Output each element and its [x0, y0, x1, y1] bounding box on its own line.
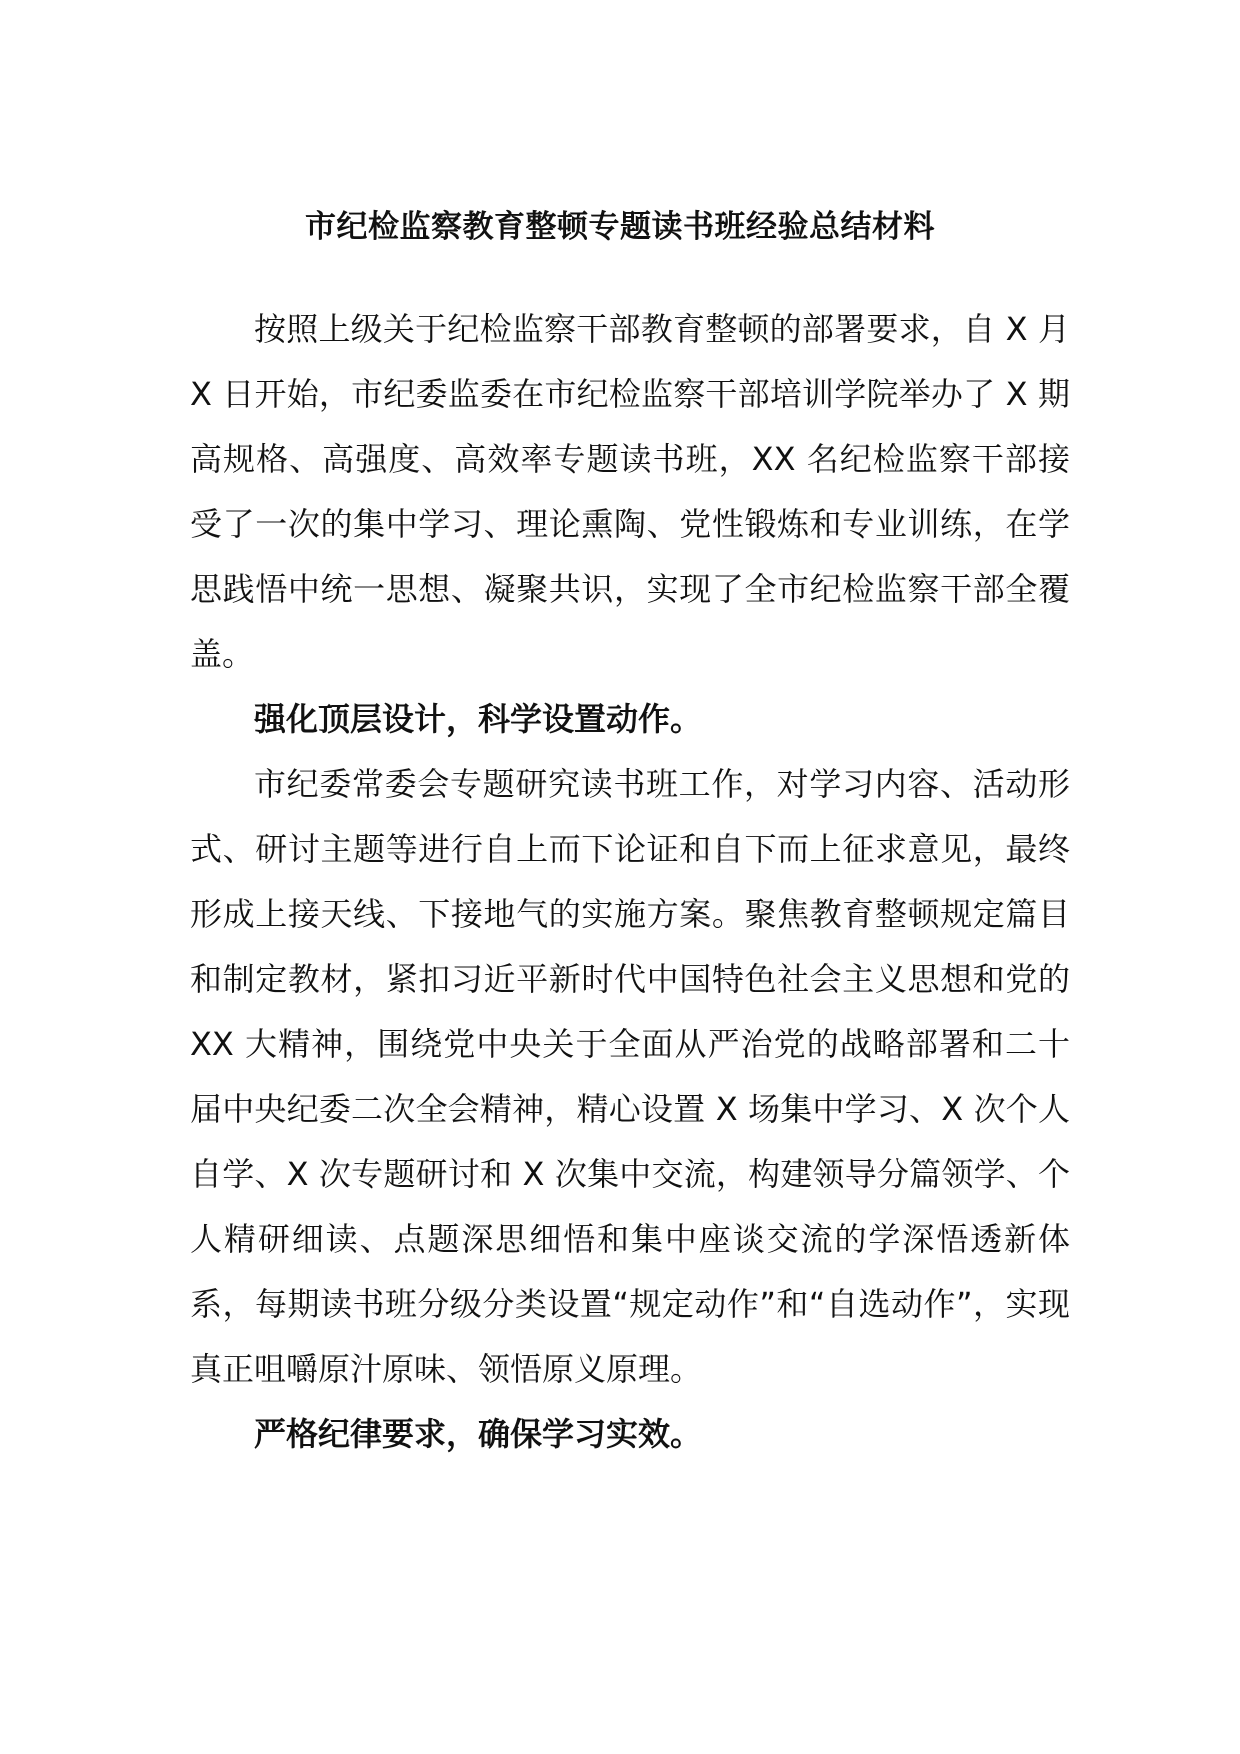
document-title: 市纪检监察教育整顿专题读书班经验总结材料	[305, 209, 935, 245]
paragraph-top-design: 市纪委常委会专题研究读书班工作，对学习内容、活动形式、研讨主题等进行自上而下论证和自下而上征求意见，最终形成上接天线、下接地气的实施方案。聚焦教育整顿规定篇目和制定教材，紧扣习近平新时代中国特色社会主义思想和党的 XX 大精神，围绕党中央关于全面从严治党的战略部署和二十届中央纪委二次全会精神，精心设置 X 场集中学习、X 次个人自学、X 次专题研讨和 X 次集中交流，构建领导分篇领学、个人精研细读、点题深思细悟和集中座谈交流的学深悟透新体系，每期读书班分级分类设置“规定动作”和“自选动作”，实现真正咀嚼原汁原味、领悟原义原理。	[190, 765, 1070, 1388]
paragraph-intro: 按照上级关于纪检监察干部教育整顿的部署要求，自 X 月 X 日开始，市纪委监委在市纪检监察干部培训学院举办了 X 期高规格、高强度、高效率专题读书班，XX 名纪检监察干部接受了一次的集中学习、理论熏陶、党性锻炼和专业训练，在学思践悟中统一思想、凝聚共识，实现了全市纪检监察干部全覆盖。	[190, 310, 1070, 673]
section-heading-top-design: 强化顶层设计，科学设置动作。	[254, 700, 703, 738]
section-heading-discipline: 严格纪律要求，确保学习实效。	[254, 1415, 703, 1453]
document-body	[190, 297, 1070, 1467]
